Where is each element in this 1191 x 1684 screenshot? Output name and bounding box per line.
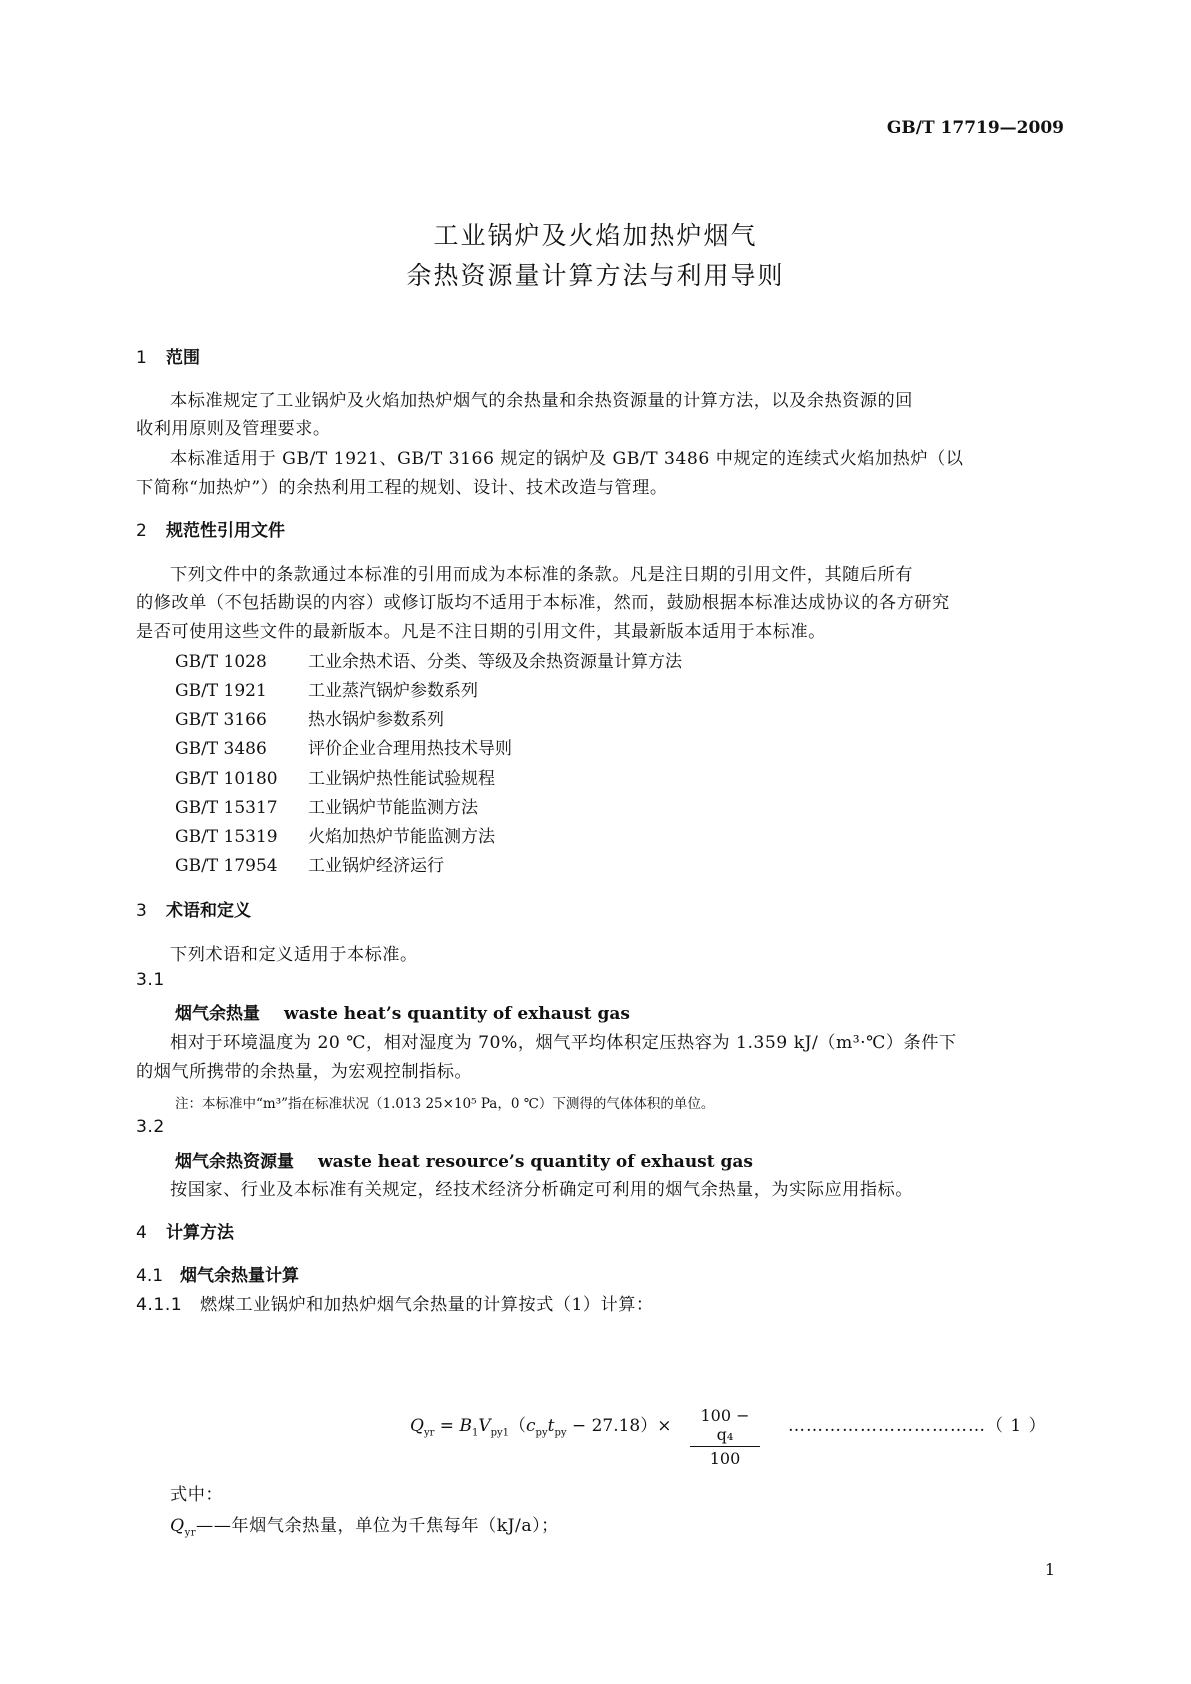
reference-code: GB/T 15317 <box>175 798 278 818</box>
section-title: 规范性引用文件 <box>166 521 285 541</box>
paragraph-line: 按国家、行业及本标准有关规定，经技术经济分析确定可利用的烟气余热量，为实际应用指标。 <box>170 1180 913 1200</box>
reference-name: 工业余热术语、分类、等级及余热资源量计算方法 <box>308 652 682 672</box>
variable-definition: $Q_{yr}——$年烟气余热量，单位为千焦每年（kJ/a）； <box>170 1516 559 1539</box>
reference-name: 评价企业合理用热技术导则 <box>308 739 512 759</box>
term-heading <box>175 1147 753 1172</box>
reference-code: GB/T 10180 <box>175 769 278 789</box>
reference-name: 热水锅炉参数系列 <box>308 710 444 730</box>
note: 注：本标准中“m³”指在标准状况（1.013 25×10⁵ Pa，0 ℃）下测得的气体体积的单位。 <box>175 1096 715 1112</box>
term-en: waste heat’s quantity of exhaust gas <box>284 1004 630 1024</box>
term-number: 3.1 <box>136 970 165 990</box>
section-title: 计算方法 <box>166 1223 234 1243</box>
section-title: 烟气余热量计算 <box>180 1266 299 1286</box>
section-number: 3 <box>136 901 147 921</box>
formula: $Q_{yr} = B_1V_{py1}(c_{py}t_{py} - 27.18)\times$ <box>410 1416 672 1439</box>
reference-name: 工业锅炉热性能试验规程 <box>308 769 495 789</box>
paragraph-line: 本标准适用于 GB/T 1921、GB/T 3166 规定的锅炉及 GB/T 3486 中规定的连续式火焰加热炉（以 <box>170 449 964 469</box>
reference-item <box>175 734 512 759</box>
reference-code: GB/T 1921 <box>175 681 267 701</box>
where-label: 式中： <box>170 1485 224 1505</box>
reference-code: GB/T 15319 <box>175 827 278 847</box>
reference-name: 火焰加热炉节能监测方法 <box>308 827 495 847</box>
fraction-denominator: 100 <box>709 1449 741 1468</box>
section-2-heading <box>136 516 285 541</box>
reference-item <box>175 705 444 730</box>
section-title: 术语和定义 <box>166 901 251 921</box>
reference-code: GB/T 3166 <box>175 710 267 730</box>
paragraph-line: 是否可使用这些文件的最新版本。凡是不注日期的引用文件，其最新版本适用于本标准。 <box>136 622 826 642</box>
term-heading <box>175 999 630 1024</box>
paragraph-line: 收利用原则及管理要求。 <box>136 419 331 439</box>
reference-name: 工业锅炉节能监测方法 <box>308 798 478 818</box>
paragraph-line: 下列文件中的条款通过本标准的引用而成为本标准的条款。凡是注日期的引用文件，其随后所有 <box>170 565 913 585</box>
term-cn: 烟气余热资源量 <box>175 1152 294 1172</box>
paragraph-line: 的修改单（不包括勘误的内容）或修订版均不适用于本标准，然而，鼓励根据本标准达成协议的各方研究 <box>136 593 950 613</box>
fraction-numerator: 100 − q₄ <box>700 1406 750 1444</box>
section-number: 2 <box>136 521 147 541</box>
reference-code: GB/T 3486 <box>175 739 267 759</box>
page-number: 1 <box>1044 1560 1055 1579</box>
reference-item <box>175 793 478 818</box>
formula-number: ……………………………（ 1 ） <box>788 1416 1047 1436</box>
clause-text: 燃煤工业锅炉和加热炉烟气余热量的计算按式（1）计算： <box>200 1295 654 1315</box>
reference-item <box>175 851 444 876</box>
reference-item <box>175 676 478 701</box>
reference-item <box>175 647 682 672</box>
reference-name: 工业蒸汽锅炉参数系列 <box>308 681 478 701</box>
reference-name: 工业锅炉经济运行 <box>308 856 444 876</box>
paragraph-line: 下列术语和定义适用于本标准。 <box>170 945 418 965</box>
reference-code: GB/T 17954 <box>175 856 278 876</box>
paragraph-line: 相对于环境温度为 20 ℃，相对湿度为 70%，烟气平均体积定压热容为 1.359 kJ/（m³·℃）条件下 <box>170 1033 957 1053</box>
standard-code: GB/T 17719—2009 <box>886 118 1064 138</box>
term-number: 3.2 <box>136 1117 165 1137</box>
paragraph-line: 下简称“加热炉”）的余热利用工程的规划、设计、技术改造与管理。 <box>136 478 668 498</box>
reference-item <box>175 822 495 847</box>
page-title-line1: 工业锅炉及火焰加热炉烟气 <box>433 221 758 250</box>
clause-line <box>136 1290 654 1315</box>
formula-fraction <box>690 1406 760 1468</box>
clause-number: 4.1.1 <box>136 1295 183 1315</box>
section-number: 1 <box>136 348 147 368</box>
section-title: 范围 <box>166 348 200 368</box>
section-number: 4 <box>136 1223 147 1243</box>
subsection-heading <box>136 1261 299 1286</box>
section-3-heading <box>136 896 251 921</box>
section-4-heading <box>136 1218 234 1243</box>
section-number: 4.1 <box>136 1266 164 1286</box>
section-1-heading <box>136 343 200 368</box>
paragraph-line: 本标准规定了工业锅炉及火焰加热炉烟气的余热量和余热资源量的计算方法，以及余热资源的回 <box>170 391 913 411</box>
reference-item <box>175 764 495 789</box>
term-cn: 烟气余热量 <box>175 1004 260 1024</box>
reference-code: GB/T 1028 <box>175 652 267 672</box>
term-en: waste heat resource’s quantity of exhaust gas <box>318 1152 753 1172</box>
paragraph-line: 的烟气所携带的余热量，为宏观控制指标。 <box>136 1062 473 1082</box>
page-title-line2: 余热资源量计算方法与利用导则 <box>406 261 785 290</box>
